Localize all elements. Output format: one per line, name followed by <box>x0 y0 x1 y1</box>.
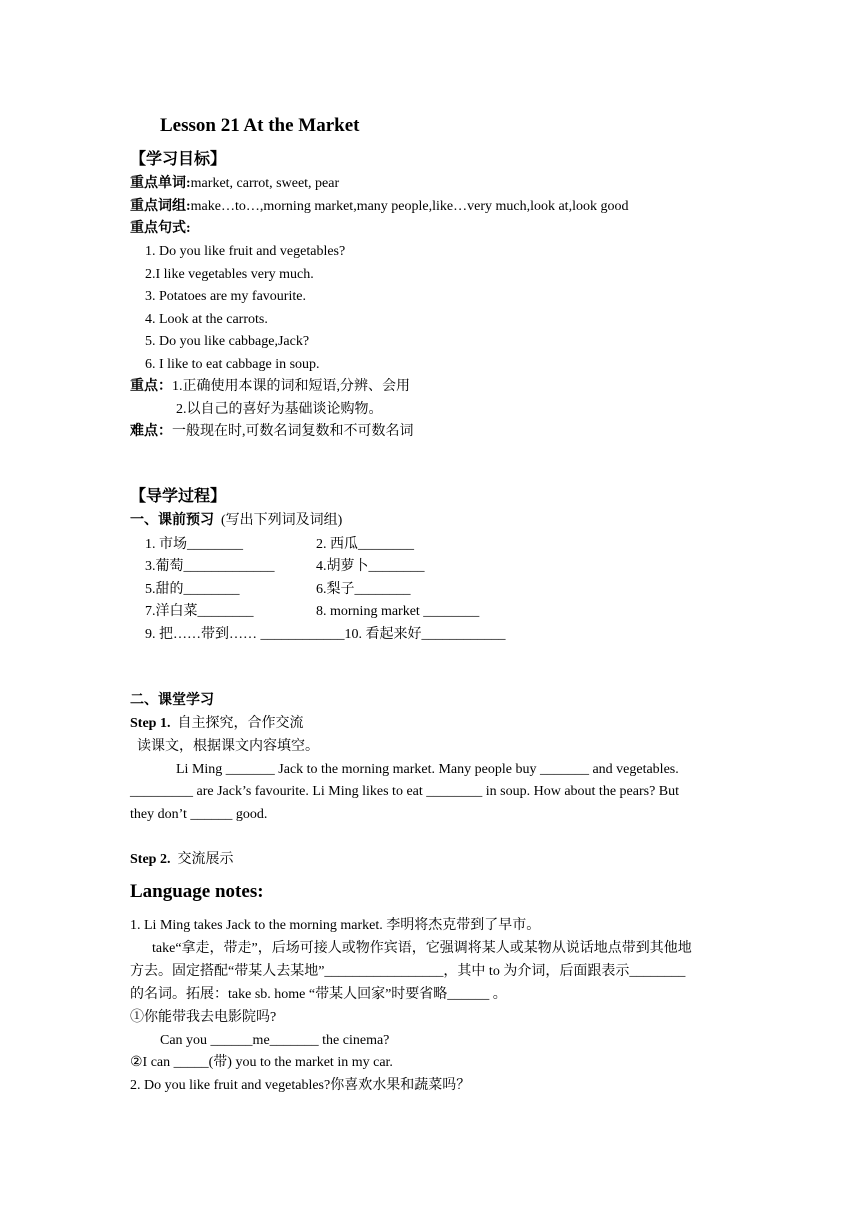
key-words-label: 重点单词: <box>130 176 191 191</box>
sentence-6: 6. I like to eat cabbage in soup. <box>145 357 320 372</box>
sentence-4: 4. Look at the carrots. <box>145 312 268 327</box>
exercise-2: ②I can _____(带) you to the market in my car. <box>130 1055 393 1070</box>
preview-item-7: 7.洋白菜________ <box>145 604 254 619</box>
preview-line <box>130 512 342 530</box>
lesson-title: Lesson 21 At the Market <box>160 115 360 136</box>
difficulty-line <box>130 423 414 441</box>
focus-line-1 <box>130 378 410 396</box>
classroom-label: 二、课堂学习 <box>130 693 214 708</box>
key-phrases-text: make…to…,morning market,many people,like…very much,look at,look good <box>190 199 629 214</box>
preview-note: (写出下列词及词组) <box>221 513 343 528</box>
note-item-1: 1. Li Ming takes Jack to the morning market. 李明将杰克带到了早市。 <box>130 918 541 933</box>
preview-item-3: 3.葡萄_____________ <box>145 559 275 574</box>
note-item-1-expl-2: 方去。固定搭配“带某人去某地”_________________，其中 to 为介词，后面跟表示________ <box>130 964 686 979</box>
preview-item-5: 5.甜的________ <box>145 582 240 597</box>
step2-line <box>130 851 233 869</box>
sentence-2: 2.I like vegetables very much. <box>145 267 314 282</box>
focus-text-2: 2.以自己的喜好为基础谈论购物。 <box>176 402 383 417</box>
sentence-5: 5. Do you like cabbage,Jack? <box>145 334 310 349</box>
key-sentences-label: 重点句式: <box>130 221 191 236</box>
note-item-2: 2. Do you like fruit and vegetables?你喜欢水果和蔬菜吗？ <box>130 1078 471 1093</box>
cloze-line-2: _________ are Jack’s favourite. Li Ming likes to eat ________ in soup. How about the pears? But <box>130 784 680 799</box>
cloze-line-1: Li Ming _______ Jack to the morning market. Many people buy _______ and vegetables. <box>176 762 679 777</box>
goals-header: 【学习目标】 <box>130 151 227 168</box>
focus-label: 重点： <box>130 379 172 394</box>
process-header: 【导学过程】 <box>130 488 227 505</box>
focus-text-1: 1.正确使用本课的词和短语,分辨、会用 <box>172 379 410 394</box>
step1-text: 自主探究，合作交流 <box>177 716 304 731</box>
step1-line <box>130 715 303 733</box>
reading-instruction: 读课文，根据课文内容填空。 <box>137 739 319 754</box>
key-words-text: market, carrot, sweet, pear <box>190 176 340 191</box>
exercise-1-en: Can you ______me_______ the cinema? <box>160 1033 390 1048</box>
step2-label: Step 2. <box>130 852 171 867</box>
preview-item-4: 4.胡萝卜________ <box>316 559 425 574</box>
preview-item-2: 2. 西瓜________ <box>316 537 414 552</box>
preview-item-1: 1. 市场________ <box>145 537 243 552</box>
difficulty-text: 一般现在时,可数名词复数和不可数名词 <box>172 424 414 439</box>
key-phrases-label: 重点词组: <box>130 199 191 214</box>
note-item-1-expl-1: take“拿走，带走”，后场可接人或物作宾语，它强调将某人或某物从说话地点带到其他地 <box>152 941 692 956</box>
cloze-line-3: they don’t ______ good. <box>130 807 268 822</box>
preview-item-9-10: 9. 把……带到…… ____________10. 看起来好____________ <box>145 627 506 642</box>
preview-item-8: 8. morning market ________ <box>316 604 480 619</box>
note-item-1-expl-3: 的名词。拓展：take sb. home “带某人回家”时要省略______ 。 <box>130 987 507 1002</box>
key-phrases-line <box>130 198 628 216</box>
difficulty-label: 难点： <box>130 424 172 439</box>
exercise-1-cn: ①你能带我去电影院吗? <box>130 1010 277 1025</box>
step2-text: 交流展示 <box>177 852 234 867</box>
step1-label: Step 1. <box>130 716 171 731</box>
preview-item-6: 6.梨子________ <box>316 582 411 597</box>
sentence-1: 1. Do you like fruit and vegetables? <box>145 244 346 259</box>
key-words-line <box>130 175 339 193</box>
sentence-3: 3. Potatoes are my favourite. <box>145 289 306 304</box>
preview-label: 一、课前预习 <box>130 513 214 528</box>
language-notes-header: Language notes: <box>130 881 264 902</box>
